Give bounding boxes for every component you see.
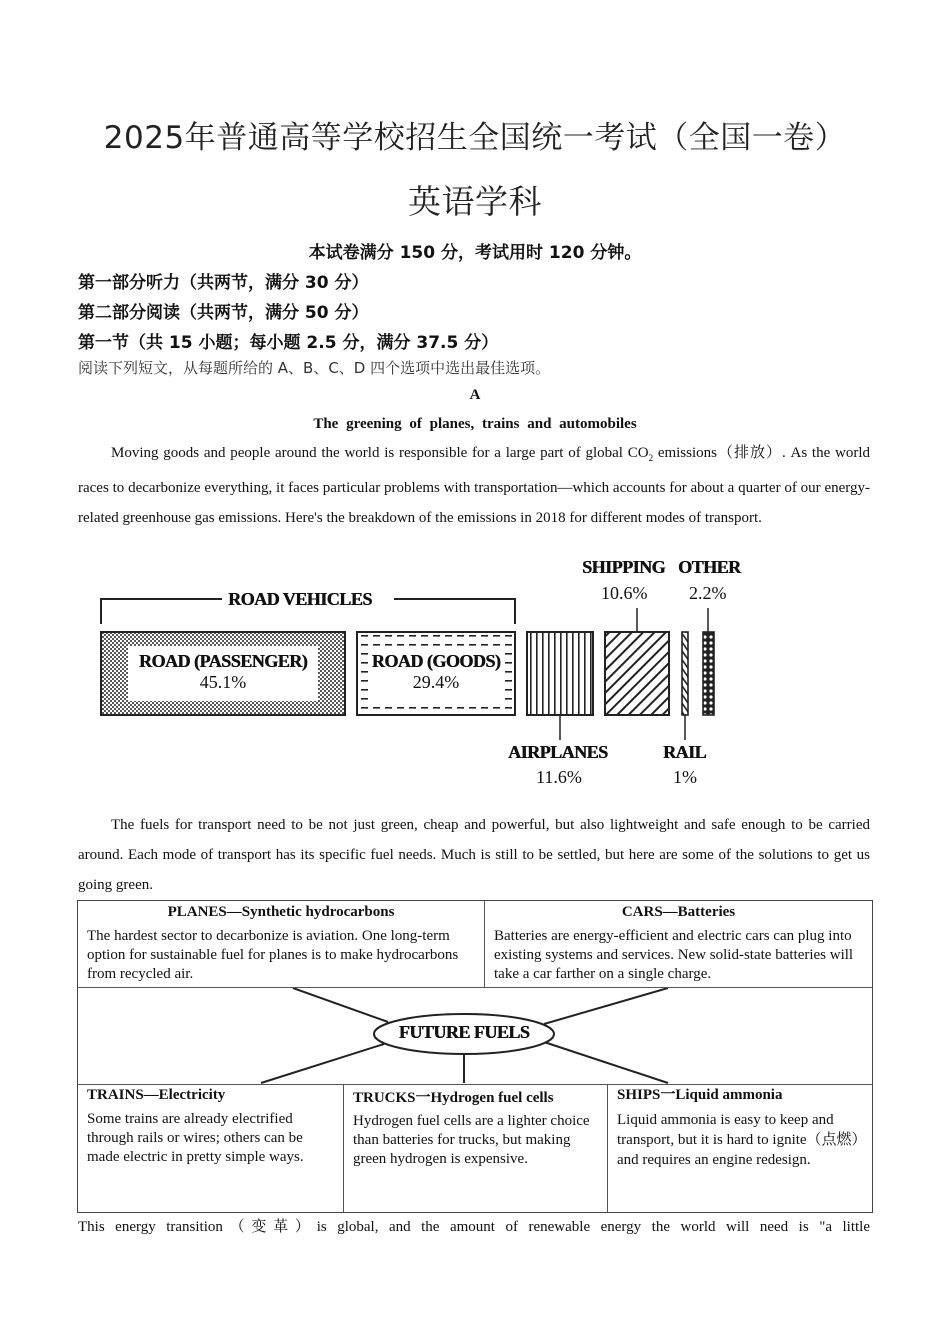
road-passenger-label: ROAD (PASSENGER)	[138, 651, 308, 671]
emissions-chart	[0, 550, 950, 800]
future-fuels-table	[77, 900, 873, 1213]
cars-body: Batteries are energy-efficient and electric cars can plug into existing systems and services. New solid-state batteries will take a car farther on a single charge.	[494, 928, 854, 982]
road-goods-inner	[368, 646, 504, 701]
cars-cell	[485, 903, 872, 984]
trucks-cell	[344, 1086, 607, 1169]
cars-heading: CARS—Batteries	[621, 904, 736, 920]
airplanes-value: 11.6%	[536, 767, 582, 787]
instructions: 阅读下列短文，从每题所给的 A、B、C、D 四个选项中选出最佳选项。	[78, 359, 551, 377]
planes-body: The hardest sector to decarbonize is aviation. One long-term option for sustainable fuel for planes is to make hydrocarbons from recycled air.	[87, 928, 459, 982]
shipping-label: SHIPPING	[582, 557, 666, 577]
airplanes-label: AIRPLANES	[508, 742, 608, 762]
road-passenger-inner	[128, 646, 318, 701]
road-vehicles-label: ROAD VEHICLES	[228, 589, 372, 609]
planes-cell	[78, 903, 484, 984]
co2-subscript: 2	[648, 453, 654, 463]
part-two-heading: 第二部分阅读（共两节，满分 50 分）	[78, 303, 369, 323]
rail-value: 1%	[673, 767, 697, 787]
ships-cell	[608, 1086, 872, 1170]
trains-body: Some trains are already electrified through rails or wires; others can be made electric in pretty simple ways.	[87, 1111, 304, 1165]
paragraph-1	[78, 438, 870, 533]
divider	[78, 1084, 872, 1085]
part-one-heading: 第一部分听力（共两节，满分 30 分）	[78, 273, 369, 293]
trains-cell	[78, 1086, 343, 1167]
exam-info: 本试卷满分 150 分，考试用时 120 分钟。	[308, 243, 642, 263]
road-goods-value: 29.4%	[412, 672, 460, 692]
other-label: OTHER	[678, 557, 741, 577]
paragraph-2	[78, 810, 870, 900]
road-passenger-value: 45.1%	[199, 672, 247, 692]
trains-heading: TRAINS—Electricity	[87, 1087, 226, 1103]
ships-body: Liquid ammonia is easy to keep and transport, but it is hard to ignite（点燃）and requires an engine redesign.	[617, 1112, 860, 1168]
shipping-value: 10.6%	[601, 583, 648, 603]
road-goods-label: ROAD (GOODS)	[371, 651, 501, 671]
passage-title: The greening of planes, trains and automobiles	[313, 416, 637, 432]
trucks-heading: TRUCKS一Hydrogen fuel cells	[353, 1090, 554, 1106]
section-one-heading: 第一节（共 15 小题；每小题 2.5 分，满分 37.5 分）	[78, 333, 499, 353]
other-value: 2.2%	[689, 583, 727, 603]
passage-letter: A	[469, 387, 481, 403]
rail-label: RAIL	[663, 742, 707, 762]
ships-heading: SHIPS一Liquid ammonia	[617, 1087, 783, 1103]
future-fuels-label: FUTURE FUELS	[398, 1022, 530, 1042]
para1-text-b: emissions（排放）. As the world races to decarbonize everything, it faces particular problems with transportation—which accounts for about a quarter of our energy-related greenhouse gas emissions. Here's the breakdown of the emissions in 2018 for different modes of transport.	[78, 445, 870, 526]
para2-text: The fuels for transport need to be not just green, cheap and powerful, but also lightweight and safe enough to be carried around. Each mode of transport has its specific fuel needs. Much is still to be settled, but here are some of the solutions to get us going green.	[78, 817, 870, 893]
paragraph-3: This energy transition（变革）is global, and the amount of renewable energy the world will need is "a little	[78, 1219, 870, 1235]
planes-heading: PLANES—Synthetic hydrocarbons	[167, 904, 395, 920]
subject-title: 英语学科	[408, 182, 542, 221]
exam-title: 2025年普通高等学校招生全国统一考试（全国一卷）	[103, 120, 847, 156]
trucks-body: Hydrogen fuel cells are a lighter choice than batteries for trucks, but making green hydrogen is expensive.	[353, 1113, 590, 1167]
para1-text-a: Moving goods and people around the world is responsible for a large part of global CO	[111, 445, 649, 461]
